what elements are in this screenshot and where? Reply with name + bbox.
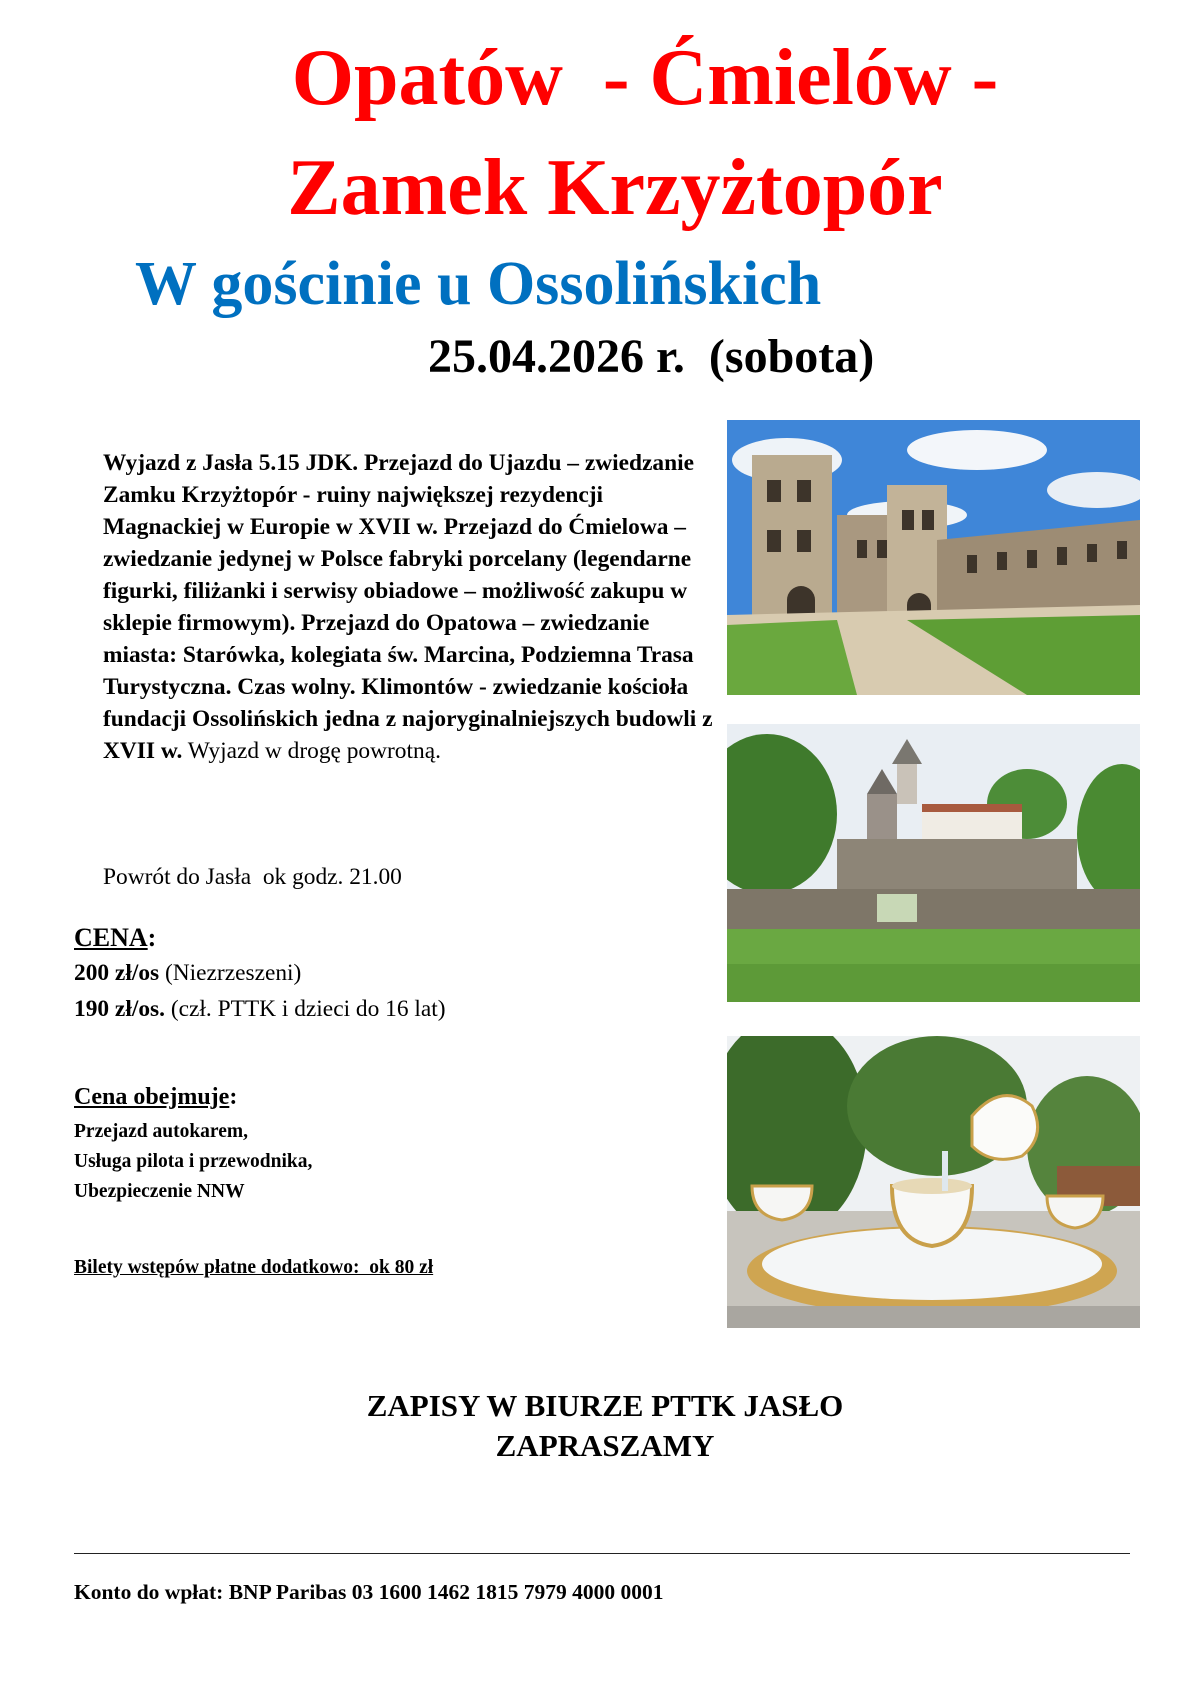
includes-item: Przejazd autokarem, bbox=[74, 1121, 249, 1142]
includes-heading-label: Cena obejmuje bbox=[74, 1084, 230, 1110]
trip-date: 25.04.2026 r. (sobota) bbox=[428, 330, 875, 383]
title-line-2: Zamek Krzyżtopór bbox=[287, 144, 943, 232]
itinerary-description bbox=[103, 447, 713, 767]
subtitle: W gościnie u Ossolińskich bbox=[135, 250, 822, 318]
invitation: ZAPRASZAMY bbox=[495, 1428, 715, 1463]
includes-item: Ubezpieczenie NNW bbox=[74, 1181, 245, 1202]
castle-ruins-photo bbox=[727, 420, 1140, 695]
return-time: Powrót do Jasła ok godz. 21.00 bbox=[103, 864, 402, 890]
itinerary-normal-text: Wyjazd w drogę powrotną. bbox=[182, 738, 441, 764]
price-note: (Niezrzeszeni) bbox=[159, 960, 302, 986]
includes-heading bbox=[74, 1082, 237, 1112]
price-note: (czł. PTTK i dzieci do 16 lat) bbox=[164, 996, 446, 1022]
price-heading bbox=[74, 922, 156, 954]
price-amount: 190 zł/os. bbox=[74, 996, 165, 1022]
price-item bbox=[74, 957, 301, 989]
itinerary-bold-text: Wyjazd z Jasła 5.15 JDK. Przejazd do Ujazdu – zwiedzanie Zamku Krzyżtopór - ruiny największej rezydencji Magnackiej w Europie w XVII w. Przejazd do Ćmielowa – zwiedzanie jedynej w Polsce fabryki porcelany (legendarne figurki, filiżanki i serwisy obiadowe – możliwość zakupu w sklepie firmowym). Przejazd do Opatowa – zwiedzanie miasta: Starówka, kolegiata św. Marcina, Podziemna Trasa Turystyczna. Czas wolny. Klimontów - zwiedzanie kościoła fundacji Ossolińskich jedna z najoryginalniejszych budowli z XVII w. bbox=[103, 450, 713, 764]
price-amount: 200 zł/os bbox=[74, 960, 160, 986]
includes-item: Usługa pilota i przewodnika, bbox=[74, 1151, 313, 1172]
bank-account: Konto do wpłat: BNP Paribas 03 1600 1462 1815 7979 4000 0001 bbox=[74, 1580, 664, 1604]
title-line-1: Opatów - Ćmielów - bbox=[291, 34, 999, 122]
price-item bbox=[74, 993, 446, 1025]
price-heading-label: CENA bbox=[74, 923, 148, 952]
signup-info: ZAPISY W BIURZE PTTK JASŁO bbox=[366, 1388, 844, 1423]
porcelain-fountain-photo bbox=[727, 1036, 1140, 1328]
divider bbox=[74, 1553, 1130, 1554]
church-photo bbox=[727, 724, 1140, 1002]
includes-heading-colon: : bbox=[229, 1084, 238, 1110]
price-heading-colon: : bbox=[147, 923, 157, 952]
tickets-note: Bilety wstępów płatne dodatkowo: ok 80 zł bbox=[74, 1257, 434, 1278]
